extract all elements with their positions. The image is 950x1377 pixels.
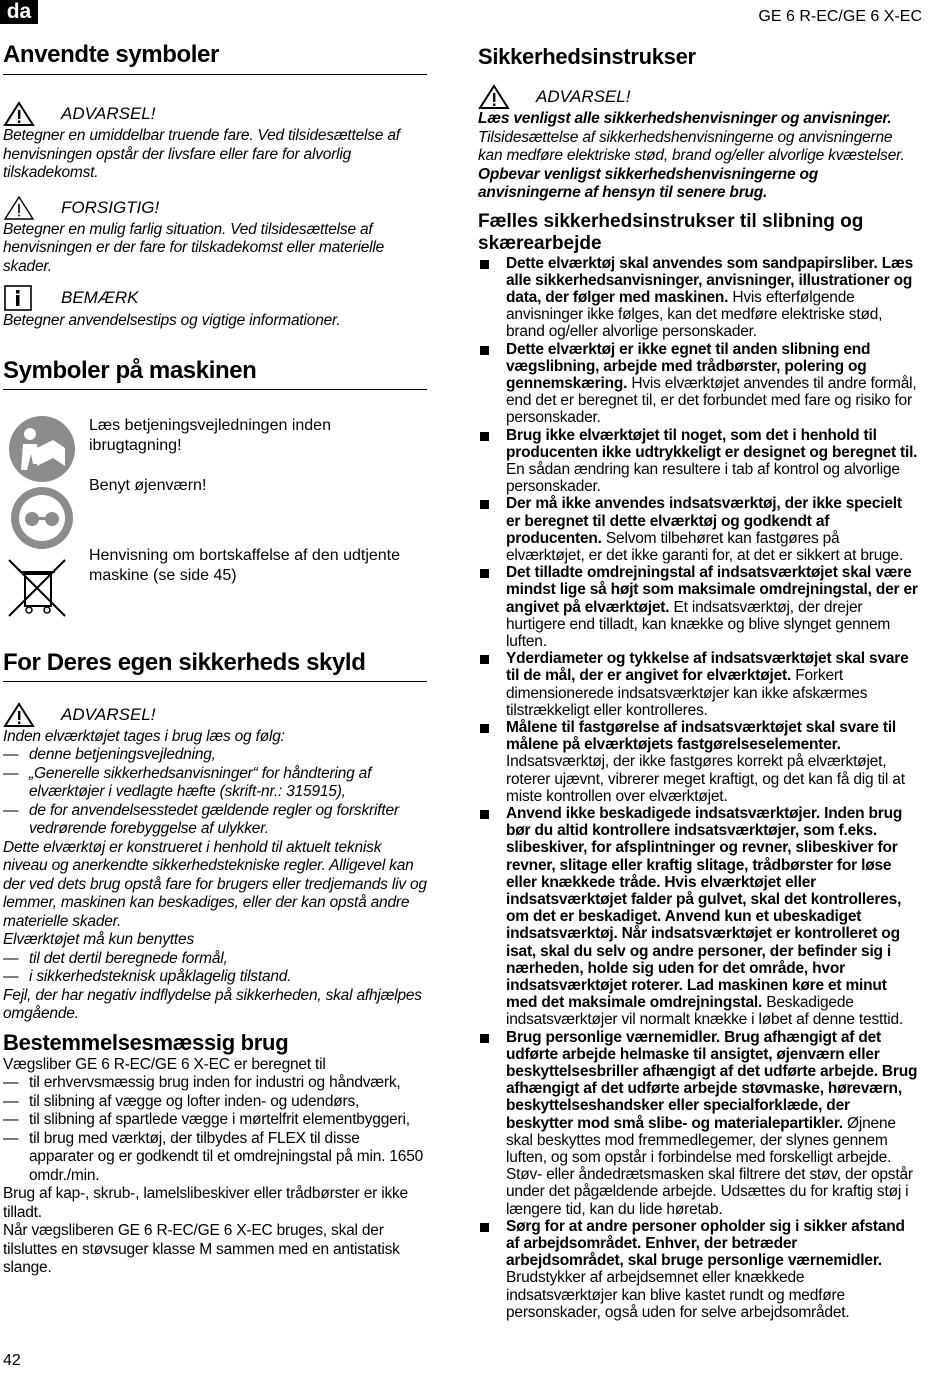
safety-intro: Inden elværktøjet tages i brug læs og følg: [3,727,285,745]
instruction-list [478,255,918,1322]
language-tag: da [0,0,38,24]
safety-paragraph: Dette elværktøj er konstrueret i henhold til aktuelt teknisk niveau og anerkendte sikkerhedstekniske regler. Alligevel kan der ved dets brug opstå fare for brugers eller tredjemands liv og lemmer, maskinen kan beskadiges, eller der kan opstå andre materielle skader. [3,838,427,930]
symbols-title: Anvendte symboler [3,40,427,75]
eye-protection-icon [7,486,77,550]
faults-text: Fejl, der har negativ indflydelse på sikkerheden, skal afhjælpes omgående. [3,986,422,1022]
caution-text: Betegner en mulig farlig situation. Ved tilsidesættelse af henvisningen er der fare for tilskadekomst eller materielle skader. [3,220,385,275]
instruction-item: Brug personlige værnemidler. Brug afhængigt af det udførte arbejde helmaske til ansigtet, øjenværn eller beskyttelsesbriller afhængigt af det udførte arbejde. Brug afhængigt af det udførte arbejde støvmaske, høreværn, beskyttelseshandsker eller specialforklæde, der beskytter mod små slibe- og materialepartikler. Øjnene skal beskyttes mod fremmedlegemer, der slynes gennem luften, og som opstår i forbindelse med forskelligt arbejde. Støv- eller åndedrætsmasken skal filtrere det støv, der opstår under det pågældende arbejde. Udsættes du for kraftig støj i længere tid, kan du lide høretab. [478,1029,918,1218]
warning-triangle-icon [3,101,35,127]
caution-row [3,195,427,221]
eye-protection-label: Benyt øjenværn! [89,476,207,494]
info-icon [3,284,35,312]
safety-instructions-title: Sikkerhedsinstrukser [478,44,696,69]
intended-use-title: Bestemmelsesmæssig brug [3,1029,289,1055]
disposal-label: Henvisning om bortskaffelse af den udtjente maskine (se side 45) [89,546,401,584]
warning-normal-text: Tilsidesættelse af sikkerhedshenvisningerne og anvisningerne kan medføre elektriske stød, brand og/eller alvorlige kvæstelser. [478,128,905,164]
safety-warning-row [3,702,427,728]
warning-title: ADVARSEL! [61,104,156,123]
use-list-item: — i sikkerhedsteknisk upåklagelig tilstand. [3,968,427,987]
intended-list-item: — til slibning af vægge og lofter inden- og udendørs, [3,1093,427,1112]
instruction-item: Yderdiameter og tykkelse af indsatsværktøjet skal svare til de mål, der er angivet for elværktøjet. Forkert dimensionerede indsatsværktøjer kan ikke afskærmes tilstrækkeligt eller kontrolleres. [478,650,918,719]
warning-row [3,101,427,127]
instruction-item: Anvend ikke beskadigede indsatsværktøjer. Inden brug bør du altid kontrollere indsatsværktøjer, som f.eks. slibeskiver, for afsplintninger og revner, slibeskiver for revner, slitage eller kraftig slitage, trådbørster for løse eller knækkede tråde. Hvis elværktøjet eller indsatsværktøjet falder på gulvet, skal det kontrolleres, om det er beskadiget. Anvend kun et ubeskadiget indsatsværktøj. Når indsatsværktøjet er kontrolleret og isat, skal du selv og andre personer, der befinder sig i nærheden, holde sig uden for det område, hvor indsatsværktøjet roterer. Lad maskinen køre et minut med det maksimale omdrejningstal. Beskadigede indsatsværktøjer vil normalt knække i løbet af denne testtid. [478,805,918,1029]
instruction-item: Der må ikke anvendes indsatsværktøj, der ikke specielt er beregnet til dette elværktøj og godkendt af producenten. Selvom tilbehøret kan fastgøres på elværktøjet, er det ikke garanti for, at det er sikkert at bruge. [478,495,918,564]
safety-list-item: — de for anvendelsesstedet gældende regler og forskrifter vedrørende forebyggelse af ulykker. [3,802,427,839]
warning-triangle-icon [478,84,510,110]
caution-title: FORSIGTIG! [61,197,160,217]
safety-warning-title: ADVARSEL! [61,704,156,724]
intended-paragraph: Når vægsliberen GE 6 R-EC/GE 6 X-EC bruges, skal der tilsluttes en støvsuger klasse M sammen med en antistatisk slange. [3,1222,400,1276]
model-header: GE 6 R-EC/GE 6 X-EC [758,8,922,25]
warning-text: Betegner en umiddelbar truende fare. Ved tilsidesættelse af henvisningen opstår der livsfare eller fare for alvorlig tilskadekomst. [3,127,400,181]
common-instructions-title: Fælles sikkerhedsinstrukser til slibning og skærearbejde [478,210,864,254]
instruction-item: Det tilladte omdrejningstal af indsatsværktøjet skal være mindst lige så højt som maksimale omdrejningstal, der er angivet på elværktøjet. Et indsatsværktøj, der drejer hurtigere end tilladt, kan knække og blive slynget gennem luften. [478,564,918,650]
warning-triangle-icon [3,702,35,728]
instruction-item: Dette elværktøj skal anvendes som sandpapirsliber. Læs alle sikkerhedsanvisninger, anvisninger, illustrationer og data, der følger med maskinen. Hvis efterfølgende anvisninger ikke følges, kan det medføre elektriske stød, brand og/eller alvorlige personskader. [478,255,918,341]
right-warning-title: ADVARSEL! [536,87,631,106]
safety-list-item: — „Generelle sikkerhedsanvisninger“ for håndtering af elværktøjer i vedlagte hæfte (skrift-nr.: 315915), [3,765,427,802]
instruction-item: Sørg for at andre personer opholder sig i sikker afstand af arbejdsområdet. Enhver, der betræder arbejdsområdet, skal bruge personlige værnemidler. Brudstykker af arbejdsemnet eller knækkede indsatsværktøjer kan blive kastet rundt og medføre personskader, også uden for selve arbejdsområdet. [478,1218,918,1321]
warning-bold-text: Læs venligst alle sikkerhedshenvisninger og anvisninger. [478,110,892,127]
warning-bold-text: Opbevar venligst sikkerhedshenvisningerne og anvisningerne af hensyn til senere brug. [478,165,819,201]
right-warning-text [478,110,918,203]
intended-paragraph: Brug af kap-, skrub-, lamelslibeskiver eller trådbørster er ikke tilladt. [3,1185,408,1221]
read-manual-icon [7,414,77,484]
page-number: 42 [3,1352,21,1369]
instruction-item: Brug ikke elværktøjet til noget, som det i henhold til producenten ikke udtrykkeligt er designet og beregnet til. En sådan ændring kan resultere i tab af kontrol og alvorlige personskader. [478,427,918,496]
use-list-item: — til det dertil beregnede formål, [3,950,427,969]
left-column [3,40,427,1278]
machine-symbols-title: Symboler på maskinen [3,356,427,390]
disposal-bin-crossed-icon [3,556,73,620]
instruction-item: Målene til fastgørelse af indsatsværktøjet skal svare til målene på elværktøjets fastgørelseselementer. Indsatsværktøj, der ikke fastgøres korrekt på elværktøjet, roterer ujævnt, vibrerer meget kraftigt, og det kan få dig til at miste kontrollen over elværktøjet. [478,719,918,805]
intended-list-item: — til erhvervsmæssig brug inden for industri og håndværk, [3,1074,427,1093]
caution-triangle-icon [3,195,35,221]
note-title: BEMÆRK [61,288,139,307]
intended-list-item: — til slibning af spartlede vægge i mørtelfrit elementbyggeri, [3,1111,427,1130]
intended-list-item: — til brug med værktøj, der tilbydes af FLEX til disse apparater og er godkendt til et omdrejningstal på min. 1650 omdr./min. [3,1130,427,1186]
note-text: Betegner anvendelsestips og vigtige informationer. [3,312,341,329]
own-safety-title: For Deres egen sikkerheds skyld [3,648,427,682]
use-only-text: Elværktøjet må kun benyttes [3,931,195,948]
safety-list-item: — denne betjeningsvejledning, [3,746,427,765]
note-row [3,284,427,312]
right-column [478,40,918,1321]
machine-symbols [3,414,427,620]
intended-intro: Vægsliber GE 6 R-EC/GE 6 X-EC er beregnet til [3,1055,326,1073]
right-warning-row [478,84,918,110]
read-manual-label: Læs betjeningsvejledningen inden ibrugtagning! [89,416,331,454]
instruction-item: Dette elværktøj er ikke egnet til anden slibning end vægslibning, arbejde med trådbørster, polering og gennemskæring. Hvis elværktøjet anvendes til andre formål, end det er beregnet til, er det forbundet med fare og risiko for personskader. [478,341,918,427]
